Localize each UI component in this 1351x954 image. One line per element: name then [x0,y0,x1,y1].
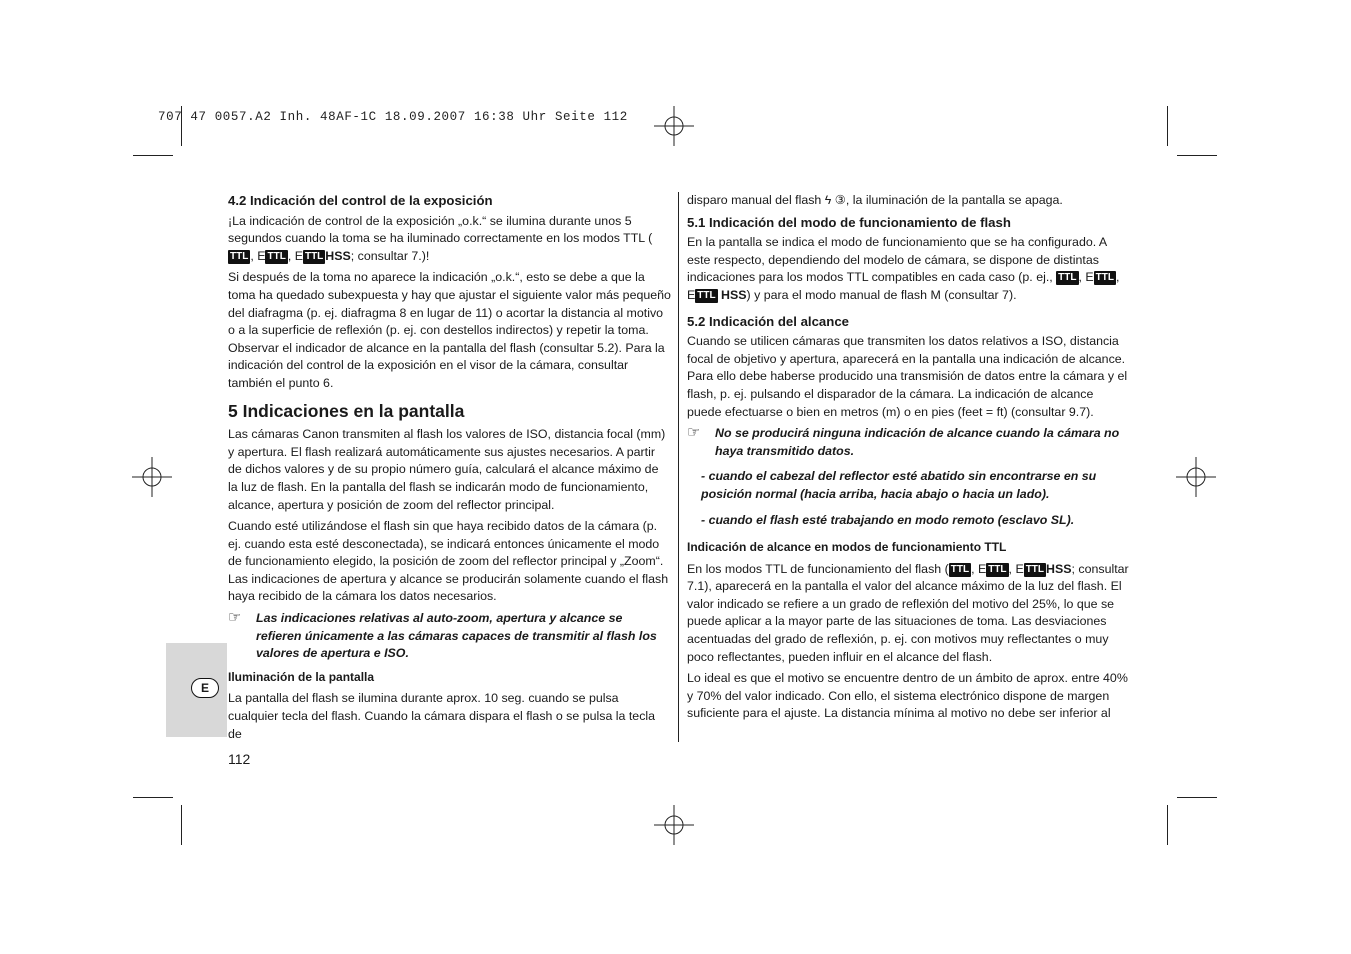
circled-number-icon: ③ [834,193,846,207]
registration-mark-icon [132,457,172,497]
registration-mark-icon [654,805,694,845]
ttl-badge: TTL [1095,272,1114,284]
condition-item: - cuando el flash esté trabajando en modo remoto (esclavo SL). [701,512,1075,527]
paragraph: Lo ideal es que el motivo se encuentre dentro de un ámbito de aprox. entre 40% y 70% del valor indicado. Con ello, el sistema electrónico dispone de margen suficiente para el ajuste. La distancia mínima al motivo no debe ser inferior al [687,671,1128,721]
paragraph: La pantalla del flash se ilumina durante aprox. 10 seg. cuando se pulsa cualquier tecla del flash. Cuando la cámara dispara el flash o se pulsa la tecla de [228,691,656,741]
pointing-hand-icon: ☞ [687,424,701,442]
note: ☞ Las indicaciones relativas al auto-zoom, apertura y alcance se refieren únicamente a las cámaras capaces de transmitir al flash los valores de apertura e ISO. [228,609,657,661]
crop-mark [181,805,182,845]
right-column [687,192,1130,727]
ttl-badge: TTL [1025,563,1045,575]
print-slug: 707 47 0057.A2 Inh. 48AF-1C 18.09.2007 16:38 Uhr Seite 112 [158,110,628,124]
crop-mark [1177,155,1217,156]
crop-mark [1167,805,1168,845]
registration-mark-icon [1176,457,1216,497]
crop-mark [133,155,173,156]
ttl-badge: TTL [950,563,970,575]
paragraph: Las cámaras Canon transmiten al flash los valores de ISO, distancia focal (mm) y apertura. El flash realizará automáticamente sus ajustes necesarios. A partir de dichos valores y de su propio número guía, calculará el alcance máximo de la luz de flash. En la pantalla del flash se indicarán modo de funcionamiento, alcance, apertura y posición de zoom del reflector principal. [228,427,666,512]
pointing-hand-icon: ☞ [228,609,242,627]
paragraph: Si después de la toma no aparece la indicación „o.k.“, esto se debe a que la toma ha quedado subexpuesta y hay que ajustar el siguiente valor más pequeño del diafragma (p. ej. diafragma 8 en lugar de 11) o acortar la distancia al motivo o a la superficie de reflexión (p. ej. con destellos indirectos) y repetir la toma. Observar el indicador de alcance en la pantalla del flash (consultar 5.2). Para la indicación del control de la exposición en el visor de la cámara, consultar también el punto 6. [228,270,671,390]
ttl-badge: TTL [1058,272,1077,284]
left-column [228,192,671,747]
paragraph: disparo manual del flash ϟ ③, la iluminación de la pantalla se apaga. [687,193,1063,207]
ttl-badge: TTL [304,250,324,262]
paragraph: En los modos TTL de funcionamiento del flash ( TTL , E TTL , E TTL HSS; consultar 7.1), aparecerá en la pantalla el valor del alcance máximo de la luz del flash. El valor indicado se refiere a un grado de reflexión del motivo del 25%, lo que se puede aplicar a la mayor parte de las situaciones de toma. Las desviaciones acentuadas del grado de reflexión, p. ej. con motivos muy reflectantes o muy poco reflectantes, pueden influir en el alcance del flash. [687,561,1129,664]
column-divider [678,192,679,742]
registration-mark-icon [654,106,694,146]
paragraph: En la pantalla se indica el modo de funcionamiento que se ha configurado. A este respecto, dependiendo del modelo de cámara, se dispone de distintas indicaciones para los modos TTL compatibles en cada caso (p. ej., TTL , E TTL , E TTL HSS) y para el modo manual de flash M (consultar 7). [687,235,1120,302]
crop-mark [133,797,173,798]
ttl-badge: TTL [230,250,249,262]
flash-bolt-icon: ϟ [824,193,832,207]
subheading: Indicación de alcance en modos de funcionamiento TTL [687,540,1007,555]
chapter-heading: 5 Indicaciones en la pantalla [228,400,465,421]
paragraph: ¡La indicación de control de la exposición „o.k.“ se ilumina durante unos 5 segundos cuando la toma se ha iluminado correctamente en los modos TTL (TTL , E TTL , E TTL HSS; consultar 7.)! [228,213,653,263]
section-heading: 5.1 Indicación del modo de funcionamiento de flash [687,214,1011,230]
section-heading: 4.2 Indicación del control de la exposición [228,193,493,208]
ttl-badge: TTL [267,250,286,262]
paragraph: Cuando esté utilizándose el flash sin que haya recibido datos de la cámara (p. ej. cuando esta esté desconectada), se indicará entonces únicamente el modo de funcionamiento elegido, la posición de zoom del reflector principal y „Zoom“. Las indicaciones de apertura y alcance se producirán solamente cuando el flash haya recibido de la cámara los datos necesarios. [228,519,669,604]
language-tab [166,643,227,737]
section-heading: 5.2 Indicación del alcance [687,313,849,329]
ttl-badge: TTL [697,289,716,301]
page-number: 112 [228,751,251,767]
crop-mark [1177,797,1217,798]
note: ☞ No se producirá ninguna indicación de alcance cuando la cámara no haya transmitido datos. [687,424,1120,458]
ttl-badge: TTL [988,563,1007,575]
crop-mark [1167,106,1168,146]
paragraph: Cuando se utilicen cámaras que transmiten los datos relativos a ISO, distancia focal de objetivo y apertura, aparecerá en la pantalla una indicación de alcance. Para ello debe haberse producido una transmisión de datos entre la cámara y el flash, p. ej. pulsando el disparador de la cámara. La indicación de alcance puede efectuarse o bien en metros (m) o en pies (feet = ft) (consultar 9.7). [687,334,1128,419]
condition-item: - cuando el cabezal del reflector esté abatido sin encontrarse en su posición normal (hacia arriba, hacia abajo o hacia un lado). [701,469,1097,501]
language-badge: E [191,678,219,698]
subheading: Iluminación de la pantalla [228,669,375,684]
